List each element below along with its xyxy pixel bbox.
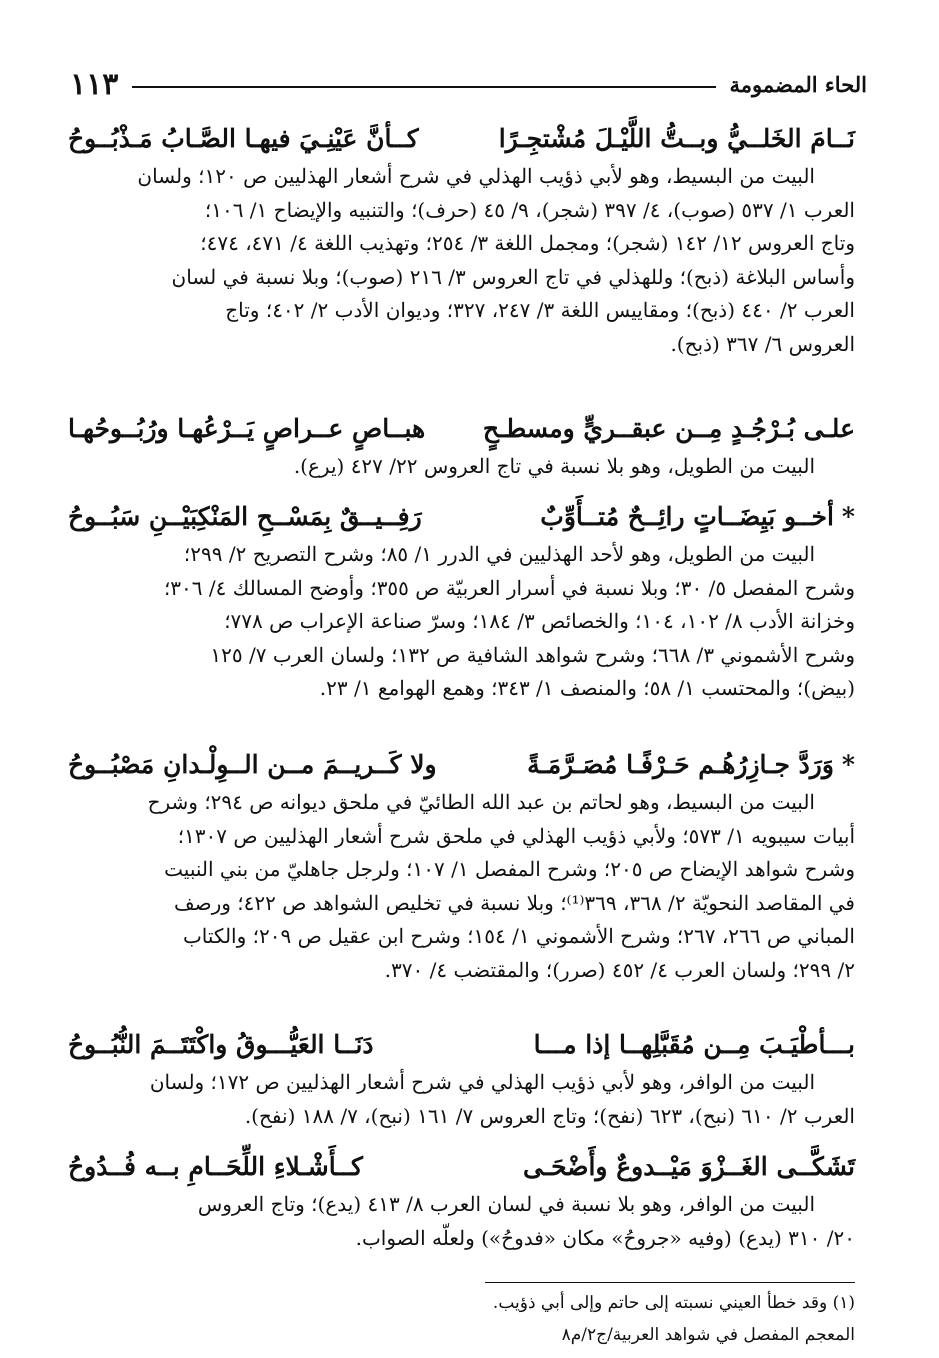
commentary-line: البيت من البسيط، وهو لحاتم بن عبد الله الطائيّ في ملحق ديوانه ص ٢٩٤؛ وشرح <box>147 790 815 814</box>
commentary-line: ٢٠/ ٣١٠ (يدع) (وفيه «جروحُ» مكان «فدوحُ») ولعلّه الصواب. <box>355 1225 855 1250</box>
commentary-line: وشرح الأشموني ٣/ ٦٦٨؛ وشرح شواهد الشافية ص ١٣٢؛ ولسان العرب ٧/ ١٢٥ <box>210 642 855 667</box>
verse-line <box>68 744 855 786</box>
commentary-line: أبيات سيبويه ١/ ٥٧٣؛ ولأبي ذؤيب الهذلي في ملحق شرح أشعار الهذليين ص ١٣٠٧؛ <box>177 823 855 848</box>
verse-entry <box>68 744 855 987</box>
commentary-line: وتاج العروس ١٢/ ١٤٢ (شجر)؛ ومجمل اللغة ٣/ ٢٥٤؛ وتهذيب اللغة ٤/ ٤٧١، ٤٧٤؛ <box>200 231 855 255</box>
commentary-line: البيت من البسيط، وهو لأبي ذؤيب الهذلي في شرح أشعار الهذليين ص ١٢٠؛ ولسان <box>137 164 815 188</box>
verse-second-hemistich: دَنَــا العَيُّـــوقُ واكْتَتَــمَ النُّبُــوحُ <box>68 1030 374 1059</box>
commentary-line: وخزانة الأدب ٨/ ١٠٢، ١٠٤؛ والخصائص ٣/ ١٨٤؛ وسرّ صناعة الإعراب ص ٧٧٨؛ <box>224 609 855 633</box>
page-header <box>70 62 867 106</box>
commentary-line: وشرح المفصل ٥/ ٣٠؛ وبلا نسبة في أسرار العربيّة ص ٣٥٥؛ وأوضح المسالك ٤/ ٣٠٦؛ <box>163 575 855 600</box>
page-footer: المعجم المفصل في شواهد العربية/ج٢/م٨ <box>561 1325 855 1345</box>
commentary-line: العرب ١/ ٥٣٧ (صوب)، ٤/ ٣٩٧ (شجر)، ٩/ ٤٥ (حرف)؛ والتنبيه والإيضاح ١/ ١٠٦؛ <box>204 197 855 222</box>
verse-second-hemistich: كــأَشْـلاءِ اللِّحَــامِ بــه فُــدُوحُ <box>68 1152 363 1181</box>
verse-entry <box>68 1024 855 1133</box>
verse-first-text: وَرَدَّ جـازِرُهُـم حَـرْفًـا مُصَـرَّمَـةً <box>527 750 834 779</box>
verse-first-hemistich: تَشَكَّــى الغَــزْوَ مَيْــدوعٌ وأَضْحَـى <box>522 1152 855 1181</box>
verse-entry <box>68 408 855 484</box>
verse-commentary <box>68 1188 855 1255</box>
verse-commentary <box>68 1066 855 1133</box>
verse-second-hemistich: رَفِــيــقٌ بِمَسْــحِ المَنْكِبَيْــنِ سَبُــوحُ <box>68 502 422 531</box>
commentary-line: العروس ٦/ ٣٦٧ (ذبح). <box>670 331 855 356</box>
verse-commentary <box>68 160 855 361</box>
verse-second-hemistich: هبــاصٍ عــراصٍ يَــرْعُهـا ورُبُــوحُهـا <box>68 414 426 443</box>
commentary-line: (بيض)؛ والمحتسب ١/ ٥٨؛ والمنصف ١/ ٣٤٣؛ وهمع الهوامع ١/ ٢٣. <box>319 676 855 700</box>
commentary-line: العرب ٢/ ٦١٠ (نبح)، ٦٢٣ (نفح)؛ وتاج العروس ٧/ ١٦١ (نبح)، ٧/ ١٨٨ (نفح). <box>244 1103 855 1128</box>
verse-first-hemistich: بـــأطْيَـبَ مِــن مُقَبَّلِهــا إذا مـــا <box>533 1030 855 1059</box>
verse-first-hemistich: علـى بُـرْجُـدٍ مِــن عبقــريٍّ ومسطـحٍ <box>482 414 855 443</box>
verse-entry <box>68 1146 855 1255</box>
commentary-line: وأساس البلاغة (ذبح)؛ وللهذلي في تاج العروس ٣/ ٢١٦ (صوب)؛ وبلا نسبة في لسان <box>171 264 855 289</box>
verse-first-hemistich <box>540 496 855 538</box>
verse-commentary <box>68 538 855 706</box>
verse-commentary <box>68 786 855 987</box>
verse-first-text: أخــو بَيِضَــاتٍ رائِــحٌ مُتــأَوِّبٌ <box>540 502 834 531</box>
verse-commentary <box>68 450 855 484</box>
verse-second-hemistich: كــأنَّ عَيْنِـيَ فيهـا الصَّـابُ مَـذْبُــوحُ <box>68 124 419 153</box>
commentary-line: البيت من الطويل، وهو لأحد الهذليين في الدرر ١/ ٨٥؛ وشرح التصريح ٢/ ٢٩٩؛ <box>183 542 815 566</box>
header-rule <box>132 86 715 88</box>
verse-entry <box>68 496 855 706</box>
verse-line <box>68 118 855 160</box>
commentary-line: وشرح شواهد الإيضاح ص ٢٠٥؛ وشرح المفصل ١/ ١٠٧؛ ولرجل جاهليّ من بني النبيت <box>164 857 855 881</box>
commentary-line: المباني ص ٢٦٦، ٢٦٧؛ وشرح الأشموني ١/ ١٥٤؛ وشرح ابن عقيل ص ٢٠٩؛ والكتاب <box>182 924 855 948</box>
commentary-line: البيت من الوافر، وهو بلا نسبة في لسان العرب ٨/ ٤١٣ (يدع)؛ وتاج العروس <box>197 1192 815 1216</box>
footnote: (١) وقد خطأ العيني نسبته إلى حاتم وإلى أبي ذؤيب. <box>492 1293 855 1313</box>
verse-first-hemistich <box>527 744 855 786</box>
commentary-line: البيت من الطويل، وهو بلا نسبة في تاج العروس ٢٢/ ٤٢٧ (يرع). <box>293 454 815 478</box>
running-title: الحاء المضمومة <box>729 71 867 97</box>
footnote-rule <box>485 1282 855 1283</box>
verse-line <box>68 496 855 538</box>
verse-line <box>68 1024 855 1066</box>
verse-second-hemistich: ولا كَــريــمَ مــن الــوِلْـدانِ مَصْبُــوحُ <box>68 750 437 779</box>
verse-entry <box>68 118 855 361</box>
commentary-line: العرب ٢/ ٤٤٠ (ذبح)؛ ومقاييس اللغة ٣/ ٢٤٧، ٣٢٧؛ وديوان الأدب ٢/ ٤٠٢؛ وتاج <box>225 298 855 322</box>
commentary-line: في المقاصد النحويّة ٢/ ٣٦٨، ٣٦٩⁽¹⁾؛ وبلا نسبة في تخليص الشواهد ص ٤٢٢؛ ورصف <box>173 890 855 915</box>
page-number: ١١٣ <box>70 66 119 102</box>
commentary-line: البيت من الوافر، وهو لأبي ذؤيب الهذلي في شرح أشعار الهذليين ص ١٧٢؛ ولسان <box>149 1070 815 1094</box>
verse-line <box>68 408 855 450</box>
verse-line <box>68 1146 855 1188</box>
verse-first-hemistich: نَــامَ الخَلــيُّ وبــتُّ اللَّيْـلَ مُشْتجِـرًا <box>498 124 855 153</box>
star-marker: * <box>841 502 855 531</box>
star-marker: * <box>841 750 855 779</box>
commentary-line: ٢/ ٢٩٩؛ ولسان العرب ٤/ ٤٥٢ (صرر)؛ والمقتضب ٤/ ٣٧٠. <box>384 957 855 982</box>
